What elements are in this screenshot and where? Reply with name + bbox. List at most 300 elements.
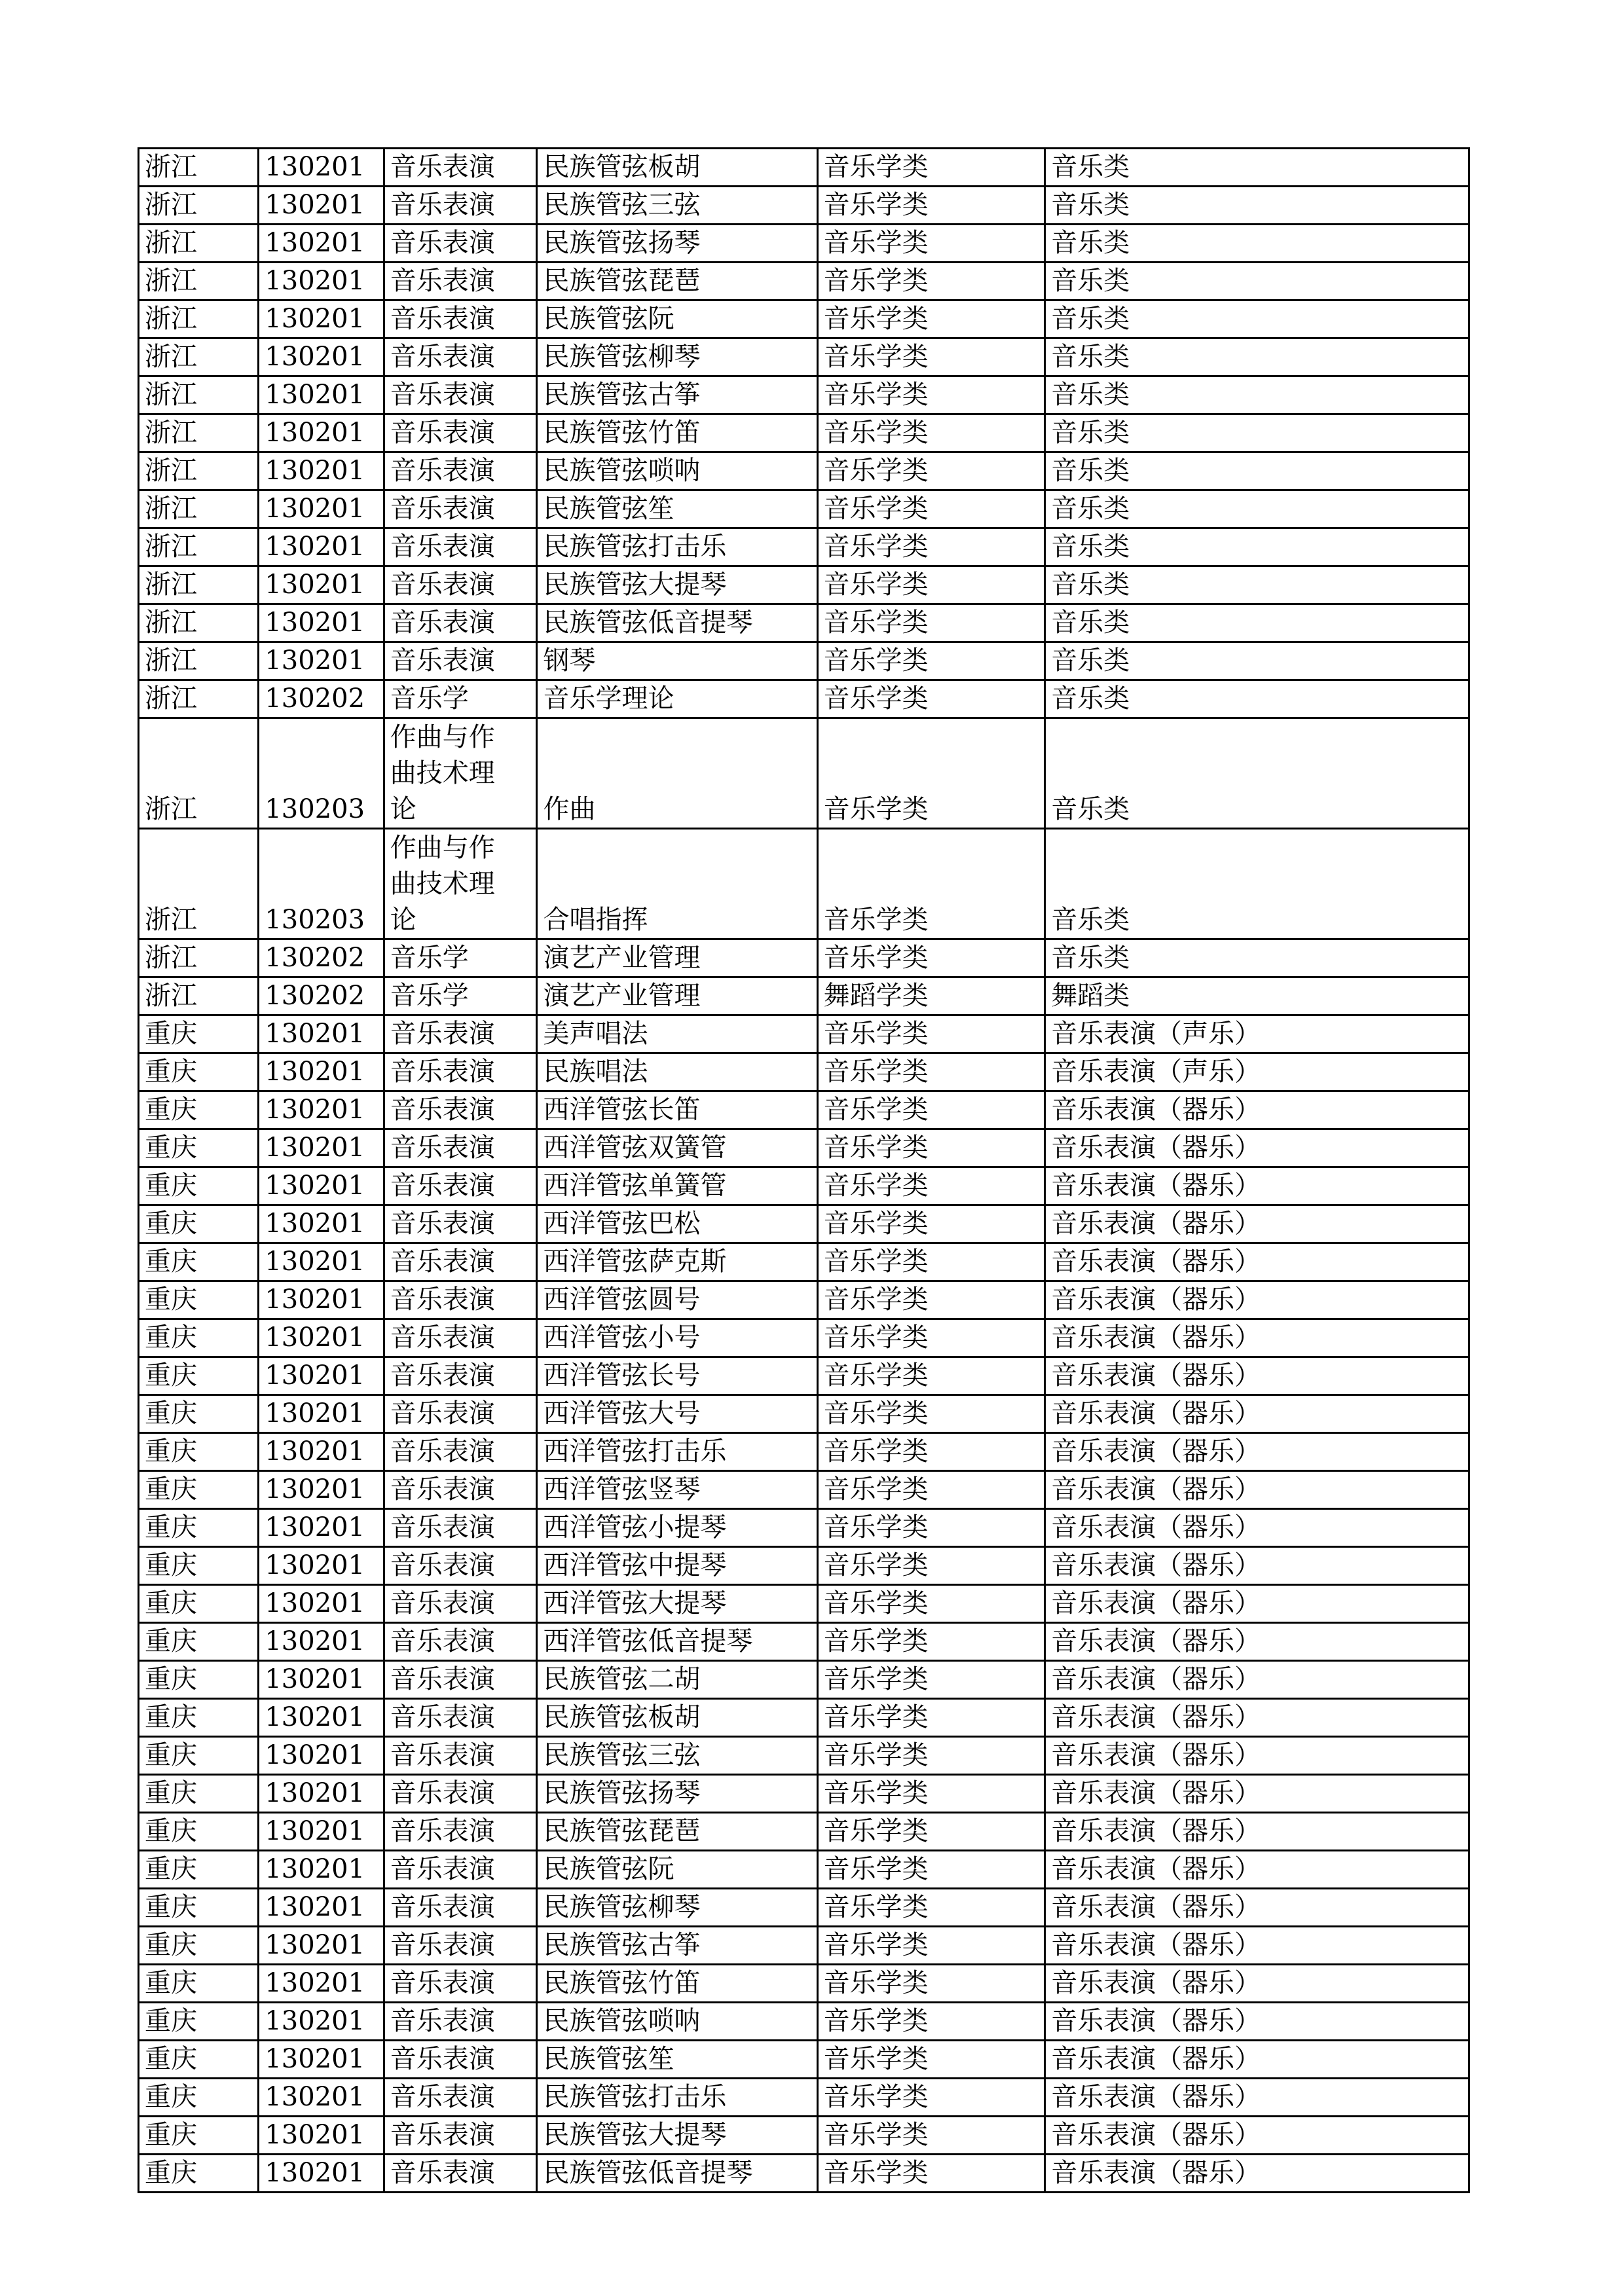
- category-cell: 音乐学类: [817, 642, 1045, 680]
- exam-type-cell: 音乐表演（器乐）: [1045, 1699, 1469, 1737]
- major-code-cell: 130201: [259, 604, 384, 642]
- exam-type-cell: 音乐表演（器乐）: [1045, 1167, 1469, 1205]
- major-code-cell: 130201: [259, 1395, 384, 1433]
- exam-type-cell: 音乐表演（器乐）: [1045, 1319, 1469, 1357]
- category-cell: 音乐学类: [817, 1167, 1045, 1205]
- category-cell: 音乐学类: [817, 452, 1045, 490]
- exam-type-cell: 音乐类: [1045, 718, 1469, 829]
- major-name-cell: 音乐表演: [384, 1053, 537, 1091]
- table-row: [139, 376, 1469, 414]
- major-code-cell: 130201: [259, 376, 384, 414]
- major-name-cell: 音乐表演: [384, 1243, 537, 1281]
- table-row: [139, 718, 1469, 829]
- province-cell: 重庆: [139, 2155, 259, 2193]
- category-cell: 音乐学类: [817, 718, 1045, 829]
- major-name-cell: 音乐表演: [384, 642, 537, 680]
- direction-cell: 民族管弦低音提琴: [537, 2155, 817, 2193]
- major-code-cell: 130201: [259, 1091, 384, 1129]
- major-name-cell: 音乐表演: [384, 1927, 537, 1965]
- direction-cell: 民族管弦古筝: [537, 376, 817, 414]
- table-row: [139, 1395, 1469, 1433]
- table-row: [139, 1129, 1469, 1167]
- direction-cell: 民族管弦扬琴: [537, 1775, 817, 1813]
- exam-type-cell: 音乐表演（器乐）: [1045, 2155, 1469, 2193]
- province-cell: 重庆: [139, 1623, 259, 1661]
- major-name-cell: 音乐表演: [384, 414, 537, 452]
- major-code-cell: 130201: [259, 1167, 384, 1205]
- category-cell: 音乐学类: [817, 1357, 1045, 1395]
- major-code-cell: 130201: [259, 452, 384, 490]
- exam-type-cell: 音乐类: [1045, 528, 1469, 566]
- direction-cell: 民族唱法: [537, 1053, 817, 1091]
- table-body: [139, 149, 1469, 2193]
- province-cell: 浙江: [139, 225, 259, 263]
- major-code-cell: 130203: [259, 829, 384, 939]
- direction-cell: 作曲: [537, 718, 817, 829]
- province-cell: 重庆: [139, 1813, 259, 1851]
- direction-cell: 西洋管弦长号: [537, 1357, 817, 1395]
- direction-cell: 民族管弦古筝: [537, 1927, 817, 1965]
- major-code-cell: 130201: [259, 490, 384, 528]
- major-code-cell: 130201: [259, 187, 384, 225]
- table-row: [139, 1053, 1469, 1091]
- direction-cell: 西洋管弦单簧管: [537, 1167, 817, 1205]
- exam-type-cell: 音乐类: [1045, 301, 1469, 338]
- major-code-cell: 130201: [259, 1129, 384, 1167]
- table-row: [139, 829, 1469, 939]
- table-row: [139, 149, 1469, 187]
- category-cell: 音乐学类: [817, 939, 1045, 977]
- exam-type-cell: 音乐表演（器乐）: [1045, 1889, 1469, 1927]
- province-cell: 浙江: [139, 528, 259, 566]
- category-cell: 音乐学类: [817, 1547, 1045, 1585]
- direction-cell: 钢琴: [537, 642, 817, 680]
- exam-type-cell: 音乐表演（器乐）: [1045, 2003, 1469, 2041]
- major-name-cell: 音乐表演: [384, 1623, 537, 1661]
- major-name-cell: 音乐表演: [384, 1281, 537, 1319]
- category-cell: 音乐学类: [817, 1737, 1045, 1775]
- category-cell: 音乐学类: [817, 1927, 1045, 1965]
- exam-type-cell: 音乐表演（器乐）: [1045, 1547, 1469, 1585]
- exam-type-cell: 音乐表演（器乐）: [1045, 1509, 1469, 1547]
- exam-type-cell: 音乐表演（器乐）: [1045, 1661, 1469, 1699]
- major-name-cell: 音乐表演: [384, 1167, 537, 1205]
- exam-type-cell: 音乐表演（器乐）: [1045, 1737, 1469, 1775]
- table-row: [139, 2041, 1469, 2079]
- province-cell: 重庆: [139, 2079, 259, 2117]
- exam-type-cell: 音乐表演（器乐）: [1045, 1129, 1469, 1167]
- direction-cell: 西洋管弦大号: [537, 1395, 817, 1433]
- province-cell: 重庆: [139, 1661, 259, 1699]
- direction-cell: 民族管弦大提琴: [537, 566, 817, 604]
- table-row: [139, 263, 1469, 301]
- direction-cell: 音乐学理论: [537, 680, 817, 718]
- major-code-cell: 130201: [259, 1509, 384, 1547]
- table-row: [139, 1661, 1469, 1699]
- direction-cell: 民族管弦笙: [537, 2041, 817, 2079]
- major-code-cell: 130201: [259, 1053, 384, 1091]
- table-row: [139, 225, 1469, 263]
- province-cell: 浙江: [139, 338, 259, 376]
- major-name-cell: 音乐表演: [384, 1547, 537, 1585]
- major-name-cell: 音乐表演: [384, 1851, 537, 1889]
- major-name-cell: 音乐表演: [384, 604, 537, 642]
- table-row: [139, 1091, 1469, 1129]
- direction-cell: 民族管弦低音提琴: [537, 604, 817, 642]
- category-cell: 音乐学类: [817, 2003, 1045, 2041]
- category-cell: 音乐学类: [817, 1015, 1045, 1053]
- table-row: [139, 1509, 1469, 1547]
- major-code-cell: 130201: [259, 642, 384, 680]
- exam-type-cell: 音乐表演（器乐）: [1045, 1395, 1469, 1433]
- province-cell: 浙江: [139, 187, 259, 225]
- major-code-cell: 130201: [259, 414, 384, 452]
- province-cell: 重庆: [139, 1585, 259, 1623]
- province-cell: 重庆: [139, 1851, 259, 1889]
- table-row: [139, 1281, 1469, 1319]
- direction-cell: 西洋管弦巴松: [537, 1205, 817, 1243]
- exam-type-cell: 音乐表演（器乐）: [1045, 1433, 1469, 1471]
- exam-type-cell: 音乐类: [1045, 149, 1469, 187]
- direction-cell: 民族管弦唢呐: [537, 452, 817, 490]
- exam-type-cell: 音乐表演（器乐）: [1045, 1965, 1469, 2003]
- table-row: [139, 566, 1469, 604]
- major-name-cell: 作曲与作 曲技术理 论: [384, 829, 537, 939]
- direction-cell: 民族管弦竹笛: [537, 1965, 817, 2003]
- province-cell: 重庆: [139, 1471, 259, 1509]
- exam-type-cell: 音乐表演（器乐）: [1045, 2079, 1469, 2117]
- major-name-cell: 音乐表演: [384, 1965, 537, 2003]
- exam-type-cell: 音乐表演（器乐）: [1045, 1851, 1469, 1889]
- exam-type-cell: 音乐表演（器乐）: [1045, 1623, 1469, 1661]
- major-name-cell: 音乐学: [384, 680, 537, 718]
- major-code-cell: 130201: [259, 1775, 384, 1813]
- table-row: [139, 939, 1469, 977]
- major-code-cell: 130201: [259, 1927, 384, 1965]
- table-row: [139, 1243, 1469, 1281]
- category-cell: 音乐学类: [817, 1965, 1045, 2003]
- province-cell: 浙江: [139, 452, 259, 490]
- major-code-cell: 130201: [259, 1699, 384, 1737]
- table-row: [139, 187, 1469, 225]
- exam-type-cell: 音乐表演（器乐）: [1045, 1471, 1469, 1509]
- province-cell: 重庆: [139, 1547, 259, 1585]
- major-code-cell: 130201: [259, 1889, 384, 1927]
- table-row: [139, 490, 1469, 528]
- province-cell: 浙江: [139, 939, 259, 977]
- major-code-cell: 130201: [259, 2041, 384, 2079]
- table-row: [139, 1205, 1469, 1243]
- direction-cell: 西洋管弦小号: [537, 1319, 817, 1357]
- major-name-cell: 音乐表演: [384, 1775, 537, 1813]
- table-row: [139, 1167, 1469, 1205]
- province-cell: 重庆: [139, 1167, 259, 1205]
- exam-type-cell: 音乐表演（器乐）: [1045, 1927, 1469, 1965]
- province-cell: 重庆: [139, 1357, 259, 1395]
- major-name-cell: 作曲与作 曲技术理 论: [384, 718, 537, 829]
- province-cell: 重庆: [139, 1509, 259, 1547]
- province-cell: 重庆: [139, 1889, 259, 1927]
- category-cell: 音乐学类: [817, 301, 1045, 338]
- category-cell: 音乐学类: [817, 1623, 1045, 1661]
- major-code-cell: 130201: [259, 1623, 384, 1661]
- major-code-cell: 130203: [259, 718, 384, 829]
- major-name-cell: 音乐表演: [384, 1433, 537, 1471]
- category-cell: 音乐学类: [817, 187, 1045, 225]
- province-cell: 重庆: [139, 1395, 259, 1433]
- table-row: [139, 1965, 1469, 2003]
- major-code-cell: 130201: [259, 301, 384, 338]
- major-name-cell: 音乐表演: [384, 490, 537, 528]
- exam-type-cell: 音乐表演（器乐）: [1045, 1813, 1469, 1851]
- category-cell: 音乐学类: [817, 604, 1045, 642]
- major-name-cell: 音乐表演: [384, 1091, 537, 1129]
- major-name-cell: 音乐表演: [384, 1737, 537, 1775]
- category-cell: 音乐学类: [817, 680, 1045, 718]
- direction-cell: 西洋管弦小提琴: [537, 1509, 817, 1547]
- direction-cell: 演艺产业管理: [537, 939, 817, 977]
- category-cell: 音乐学类: [817, 338, 1045, 376]
- major-name-cell: 音乐表演: [384, 301, 537, 338]
- table-row: [139, 1775, 1469, 1813]
- major-name-cell: 音乐表演: [384, 1129, 537, 1167]
- category-cell: 音乐学类: [817, 1889, 1045, 1927]
- major-name-cell: 音乐表演: [384, 1357, 537, 1395]
- province-cell: 浙江: [139, 718, 259, 829]
- exam-type-cell: 音乐表演（声乐）: [1045, 1053, 1469, 1091]
- table-row: [139, 301, 1469, 338]
- province-cell: 重庆: [139, 2003, 259, 2041]
- table-row: [139, 338, 1469, 376]
- exam-type-cell: 音乐类: [1045, 414, 1469, 452]
- exam-type-cell: 音乐类: [1045, 338, 1469, 376]
- exam-type-cell: 音乐类: [1045, 642, 1469, 680]
- direction-cell: 合唱指挥: [537, 829, 817, 939]
- category-cell: 音乐学类: [817, 490, 1045, 528]
- direction-cell: 民族管弦阮: [537, 301, 817, 338]
- table-row: [139, 1585, 1469, 1623]
- direction-cell: 西洋管弦竖琴: [537, 1471, 817, 1509]
- direction-cell: 民族管弦阮: [537, 1851, 817, 1889]
- province-cell: 浙江: [139, 301, 259, 338]
- table-row: [139, 1889, 1469, 1927]
- table-row: [139, 528, 1469, 566]
- exam-type-cell: 音乐类: [1045, 604, 1469, 642]
- table-row: [139, 1319, 1469, 1357]
- direction-cell: 西洋管弦低音提琴: [537, 1623, 817, 1661]
- major-name-cell: 音乐表演: [384, 1661, 537, 1699]
- category-cell: 音乐学类: [817, 528, 1045, 566]
- table-row: [139, 1927, 1469, 1965]
- province-cell: 重庆: [139, 1737, 259, 1775]
- category-cell: 音乐学类: [817, 1851, 1045, 1889]
- major-code-cell: 130202: [259, 977, 384, 1015]
- category-cell: 音乐学类: [817, 1053, 1045, 1091]
- major-name-cell: 音乐表演: [384, 2155, 537, 2193]
- major-code-cell: 130202: [259, 680, 384, 718]
- major-code-cell: 130201: [259, 2155, 384, 2193]
- exam-type-cell: 音乐表演（器乐）: [1045, 1357, 1469, 1395]
- direction-cell: 美声唱法: [537, 1015, 817, 1053]
- exam-type-cell: 舞蹈类: [1045, 977, 1469, 1015]
- direction-cell: 民族管弦板胡: [537, 1699, 817, 1737]
- category-cell: 音乐学类: [817, 1395, 1045, 1433]
- province-cell: 重庆: [139, 1053, 259, 1091]
- major-code-cell: 130201: [259, 528, 384, 566]
- direction-cell: 西洋管弦打击乐: [537, 1433, 817, 1471]
- major-name-cell: 音乐表演: [384, 263, 537, 301]
- province-cell: 浙江: [139, 263, 259, 301]
- category-cell: 音乐学类: [817, 2155, 1045, 2193]
- major-name-cell: 音乐表演: [384, 2003, 537, 2041]
- table-row: [139, 1699, 1469, 1737]
- table-row: [139, 1813, 1469, 1851]
- major-code-cell: 130202: [259, 939, 384, 977]
- province-cell: 浙江: [139, 376, 259, 414]
- table-row: [139, 1433, 1469, 1471]
- direction-cell: 西洋管弦中提琴: [537, 1547, 817, 1585]
- direction-cell: 民族管弦板胡: [537, 149, 817, 187]
- table-row: [139, 452, 1469, 490]
- major-code-cell: 130201: [259, 1813, 384, 1851]
- table-row: [139, 2117, 1469, 2155]
- exam-type-cell: 音乐类: [1045, 376, 1469, 414]
- province-cell: 浙江: [139, 414, 259, 452]
- major-code-cell: 130201: [259, 1965, 384, 2003]
- category-cell: 音乐学类: [817, 829, 1045, 939]
- category-cell: 音乐学类: [817, 1775, 1045, 1813]
- table-row: [139, 977, 1469, 1015]
- exam-type-cell: 音乐表演（器乐）: [1045, 1775, 1469, 1813]
- major-name-cell: 音乐表演: [384, 528, 537, 566]
- major-code-cell: 130201: [259, 1205, 384, 1243]
- province-cell: 重庆: [139, 1205, 259, 1243]
- province-cell: 重庆: [139, 1129, 259, 1167]
- category-cell: 音乐学类: [817, 1129, 1045, 1167]
- category-cell: 音乐学类: [817, 1471, 1045, 1509]
- category-cell: 音乐学类: [817, 1091, 1045, 1129]
- major-code-cell: 130201: [259, 225, 384, 263]
- province-cell: 浙江: [139, 680, 259, 718]
- exam-type-cell: 音乐类: [1045, 452, 1469, 490]
- major-code-cell: 130201: [259, 1471, 384, 1509]
- major-code-cell: 130201: [259, 263, 384, 301]
- province-cell: 重庆: [139, 1015, 259, 1053]
- province-cell: 浙江: [139, 977, 259, 1015]
- major-code-cell: 130201: [259, 149, 384, 187]
- category-cell: 音乐学类: [817, 2079, 1045, 2117]
- major-code-cell: 130201: [259, 1661, 384, 1699]
- direction-cell: 西洋管弦大提琴: [537, 1585, 817, 1623]
- category-cell: 音乐学类: [817, 2117, 1045, 2155]
- category-cell: 音乐学类: [817, 1319, 1045, 1357]
- exam-type-cell: 音乐类: [1045, 566, 1469, 604]
- exam-type-cell: 音乐表演（器乐）: [1045, 1281, 1469, 1319]
- category-cell: 音乐学类: [817, 414, 1045, 452]
- exam-type-cell: 音乐表演（器乐）: [1045, 1243, 1469, 1281]
- category-cell: 音乐学类: [817, 1813, 1045, 1851]
- table-row: [139, 1471, 1469, 1509]
- major-code-cell: 130201: [259, 1433, 384, 1471]
- major-code-cell: 130201: [259, 2003, 384, 2041]
- table-row: [139, 2155, 1469, 2193]
- province-cell: 重庆: [139, 1699, 259, 1737]
- major-name-cell: 音乐学: [384, 977, 537, 1015]
- table-row: [139, 1547, 1469, 1585]
- major-name-cell: 音乐表演: [384, 225, 537, 263]
- data-table: [138, 147, 1470, 2193]
- major-name-cell: 音乐表演: [384, 1509, 537, 1547]
- major-name-cell: 音乐表演: [384, 452, 537, 490]
- direction-cell: 民族管弦三弦: [537, 1737, 817, 1775]
- table-row: [139, 2003, 1469, 2041]
- category-cell: 舞蹈学类: [817, 977, 1045, 1015]
- direction-cell: 演艺产业管理: [537, 977, 817, 1015]
- direction-cell: 民族管弦柳琴: [537, 1889, 817, 1927]
- major-code-cell: 130201: [259, 2079, 384, 2117]
- category-cell: 音乐学类: [817, 1281, 1045, 1319]
- major-name-cell: 音乐表演: [384, 2079, 537, 2117]
- exam-type-cell: 音乐表演（器乐）: [1045, 2117, 1469, 2155]
- category-cell: 音乐学类: [817, 1661, 1045, 1699]
- category-cell: 音乐学类: [817, 263, 1045, 301]
- major-code-cell: 130201: [259, 1851, 384, 1889]
- exam-type-cell: 音乐表演（器乐）: [1045, 1205, 1469, 1243]
- major-name-cell: 音乐表演: [384, 2041, 537, 2079]
- major-code-cell: 130201: [259, 1015, 384, 1053]
- province-cell: 浙江: [139, 829, 259, 939]
- province-cell: 浙江: [139, 490, 259, 528]
- category-cell: 音乐学类: [817, 1433, 1045, 1471]
- direction-cell: 民族管弦琵琶: [537, 263, 817, 301]
- province-cell: 重庆: [139, 1433, 259, 1471]
- direction-cell: 西洋管弦长笛: [537, 1091, 817, 1129]
- direction-cell: 民族管弦打击乐: [537, 2079, 817, 2117]
- category-cell: 音乐学类: [817, 1699, 1045, 1737]
- table-row: [139, 2079, 1469, 2117]
- major-name-cell: 音乐表演: [384, 1319, 537, 1357]
- direction-cell: 民族管弦大提琴: [537, 2117, 817, 2155]
- category-cell: 音乐学类: [817, 1205, 1045, 1243]
- province-cell: 重庆: [139, 1091, 259, 1129]
- province-cell: 重庆: [139, 2041, 259, 2079]
- category-cell: 音乐学类: [817, 2041, 1045, 2079]
- province-cell: 浙江: [139, 642, 259, 680]
- exam-type-cell: 音乐类: [1045, 225, 1469, 263]
- table-row: [139, 680, 1469, 718]
- direction-cell: 民族管弦琵琶: [537, 1813, 817, 1851]
- major-name-cell: 音乐表演: [384, 2117, 537, 2155]
- exam-type-cell: 音乐表演（器乐）: [1045, 1091, 1469, 1129]
- exam-type-cell: 音乐表演（器乐）: [1045, 1585, 1469, 1623]
- major-code-cell: 130201: [259, 1737, 384, 1775]
- major-name-cell: 音乐表演: [384, 1813, 537, 1851]
- table-row: [139, 414, 1469, 452]
- exam-type-cell: 音乐类: [1045, 187, 1469, 225]
- direction-cell: 西洋管弦萨克斯: [537, 1243, 817, 1281]
- direction-cell: 民族管弦竹笛: [537, 414, 817, 452]
- major-code-cell: 130201: [259, 1547, 384, 1585]
- table-row: [139, 1357, 1469, 1395]
- exam-type-cell: 音乐表演（声乐）: [1045, 1015, 1469, 1053]
- category-cell: 音乐学类: [817, 1243, 1045, 1281]
- category-cell: 音乐学类: [817, 566, 1045, 604]
- province-cell: 重庆: [139, 2117, 259, 2155]
- province-cell: 浙江: [139, 604, 259, 642]
- major-name-cell: 音乐表演: [384, 1889, 537, 1927]
- table-row: [139, 1623, 1469, 1661]
- table-row: [139, 642, 1469, 680]
